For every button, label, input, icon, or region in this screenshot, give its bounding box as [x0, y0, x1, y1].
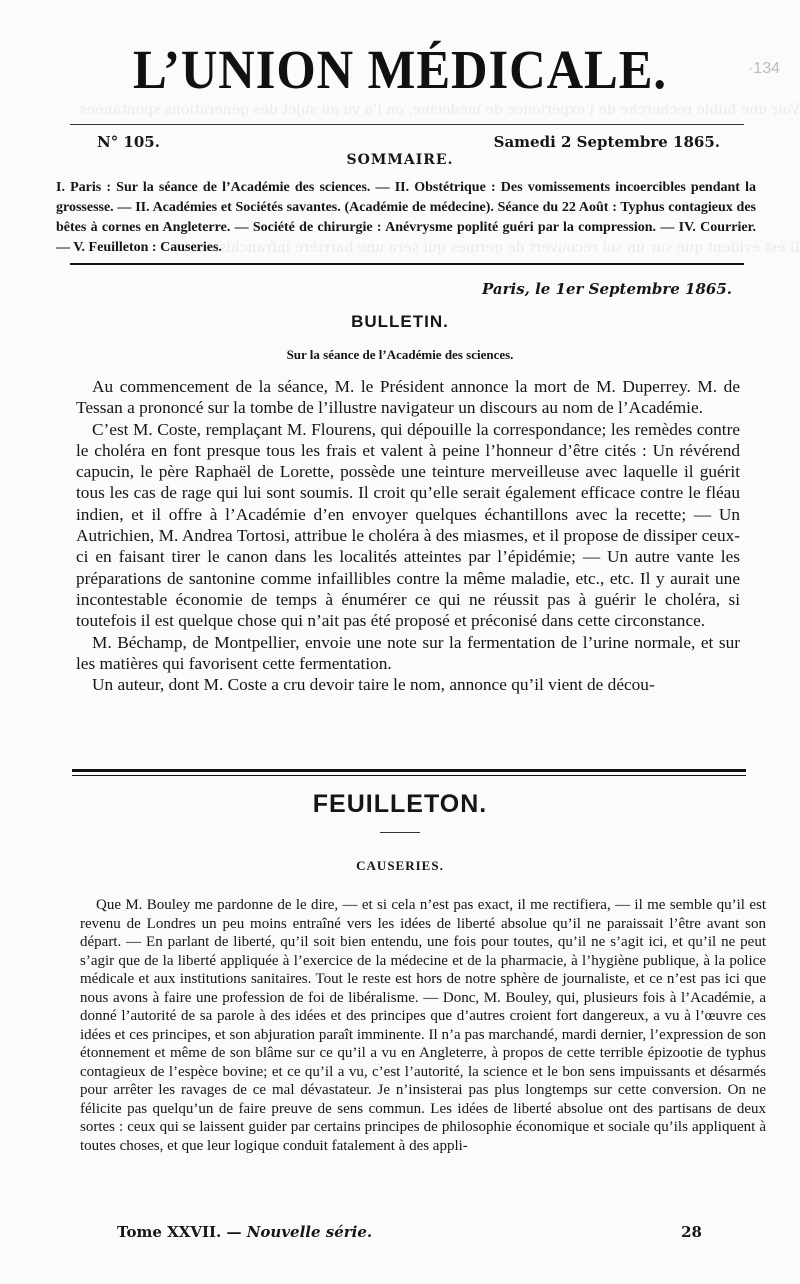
sommaire-heading: SOMMAIRE.: [346, 152, 454, 168]
bulletin-paragraph: M. Béchamp, de Montpellier, envoie une note sur la fermentation de l’urine normale, et sur les matières qui favorisent cette fermentation.: [76, 632, 740, 673]
feuilleton-body: [80, 896, 766, 1155]
issue-number: N° 105.: [97, 133, 160, 151]
bulletin-paragraph: C’est M. Coste, remplaçant M. Flourens, qui dépouille la correspondance; les remèdes contre le choléra en font presque tous les frais et valent à peine l’honneur d’être cités : Un révérend capucin, le père Raphaël de Lorette, possède une teinture merveilleuse avec laquelle il guérit tous les cas de rage qui lui sont soumis. Il croit qu’elle serait également efficace contre le fléau indien, et il offre à l’Académie d’en envoyer quelques échantillons avec la recette; — Un Autrichien, M. Andrea Tortosi, attribue le choléra à des miasmes, et il propose de dissiper ceux-ci en faisant tirer le canon dans les localités atteintes par l’épidémie; — Un autre vante les préparations de santonine comme infaillibles contre la même maladie, etc., etc. Il y aurait une incontestable économie de temps à énumérer ce qui ne réussit pas à guérir le choléra, si toutefois il est quelque chose qui n’ait pas été proposé et préconisé dans cette circonstance.: [76, 419, 740, 631]
ghost-folio: ·134: [747, 60, 780, 77]
header-rule: [70, 124, 744, 125]
sommaire-text: I. Paris : Sur la séance de l’Académie des sciences. — II. Obstétrique : Des vomissements incoercibles pendant la grossesse. — II. Académies et Sociétés savantes. (Académie de médecine). Séance du 22 Août : Typhus contagieux des bêtes à cornes en Angleterre. — Société de chirurgie : Anévrysme poplité guéri par la compression. — IV. Courrier. — V. Feuilleton : Causeries.: [56, 180, 756, 255]
series-text: Nouvelle série.: [246, 1223, 373, 1241]
bulletin-heading: BULLETIN.: [351, 312, 449, 331]
bulletin-subheading: Sur la séance de l’Académie des sciences.: [286, 347, 514, 362]
feuilleton-ornament-rule: [380, 832, 420, 833]
sommaire-rule: [70, 263, 744, 265]
tome-label: [117, 1223, 372, 1241]
causeries-heading: CAUSERIES.: [356, 858, 444, 873]
tome-text: Tome XXVII. —: [117, 1223, 242, 1241]
show-through-text: Il est évident que sur un sol recouvert de germes qui sera une barrière infranchissable: [181, 240, 800, 256]
show-through-text: Voir une faible recherche de l’expérience de médecine, on l’a vu au sujet des générations spontanées: [79, 102, 800, 118]
page-number: 28: [681, 1223, 702, 1241]
bulletin-paragraph: Un auteur, dont M. Coste a cru devoir taire le nom, annonce qu’il vient de décou-: [92, 675, 655, 695]
feuilleton-heading: FEUILLETON.: [312, 790, 488, 818]
bulletin-body: [76, 376, 740, 695]
masthead-title: L’UNION MÉDICALE.: [133, 39, 667, 100]
feuilleton-rule-thick: [72, 769, 746, 772]
feuilleton-paragraph: Que M. Bouley me pardonne de le dire, — et si cela n’est pas exact, il me rectifiera, — il me semble qu’il est revenu de Londres un peu moins entraîné vers les idées de liberté absolue qu’il ne paraissait l’être avant son départ. — En parlant de liberté, qu’il soit bien entendu, une fois pour toutes, qu’il ne s’agit ici, et qu’il ne peut s’agir que de la liberté appliquée à l’exercice de la médecine et de la pharmacie, à l’hygiène publique, à la police médicale et aux institutions sanitaires. Tout le reste est hors de notre sphère de journaliste, et ce n’est pas ici que nous avons à faire une profession de foi de libéralisme. — Donc, M. Bouley, qui, plusieurs fois à l’Académie, a donné l’autorité de sa parole à des idées et des principes que d’autres croient fort dangereux, a vu à l’œuvre ces idées et ces principes, et son abjuration paraît imminente. Il n’a pas marchandé, mardi dernier, l’expression de son étonnement et même de son blâme sur ce qu’il a vu en Angleterre, à propos de cette terrible épizootie de typhus contagieux de l’espèce bovine; et ce qu’il a vu, c’est l’autorité, la science et le bon sens impuissants et désarmés pour arrêter les ravages de ce mal dévastateur. Je n’insisterai pas plus longtemps sur cette conversion. On ne félicite pas quelqu’un de faire preuve de sens commun. Les idées de liberté absolue ont des partisans de deux sortes : ceux qui se laissent guider par certains principes de philosophie économique et sociale qu’ils appliquent à toutes choses, et que leur logique conduit fatalement à des appli-: [80, 897, 766, 1154]
issue-date: Samedi 2 Septembre 1865.: [493, 133, 720, 151]
bulletin-paragraph: Au commencement de la séance, M. le Président annonce la mort de M. Duperrey. M. de Tessan a prononcé sur la tombe de l’illustre navigateur un discours au nom de l’Académie.: [76, 377, 740, 418]
bulletin-dateline: Paris, le 1er Septembre 1865.: [482, 280, 732, 298]
feuilleton-rule-thin: [72, 775, 746, 776]
